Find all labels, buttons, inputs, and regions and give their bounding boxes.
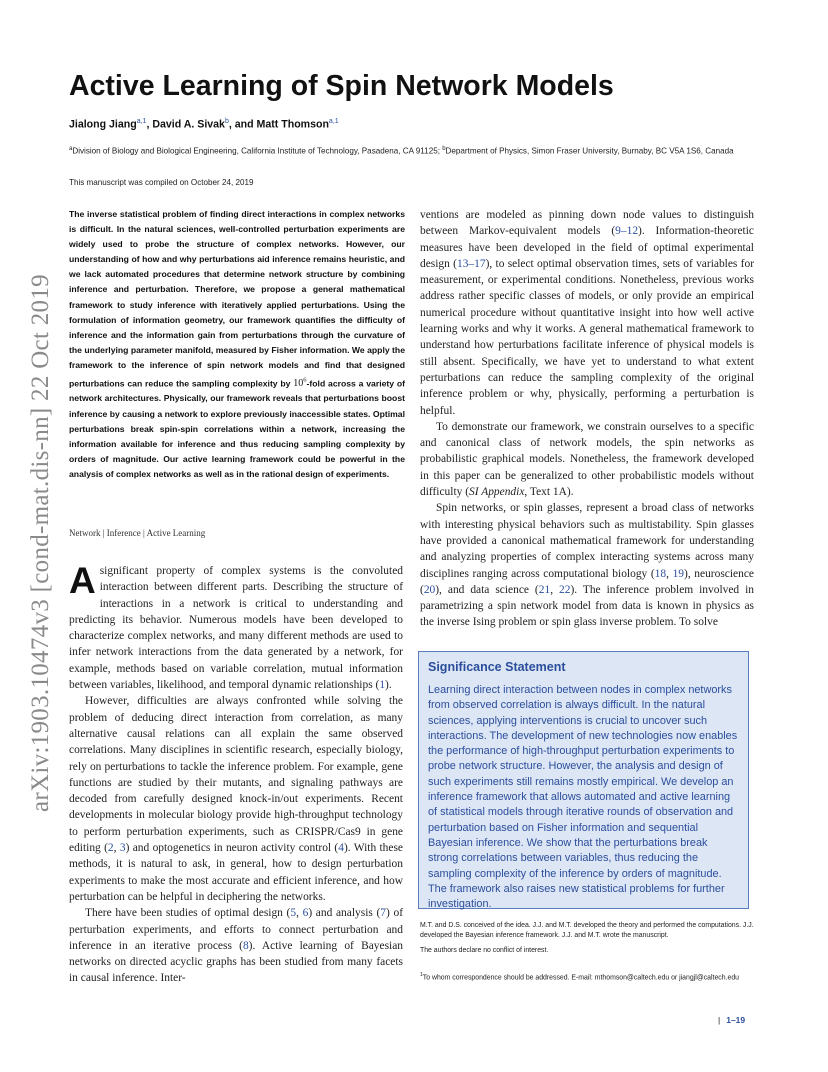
citation-link[interactable]: 2	[107, 842, 114, 855]
text: ), to select optimal observation times, sets of variables for measurement, or experimental conditions. Nonetheless, previous works address rather specific classes of models, or only provide an empirical numerical procedure without quantitative insight into how well active learning works and why it works. A general mathematical framework to understand how perturbations facilitate inference of physical models is still absent. Specifically, we have yet to understand to what extent perturbations can reduce the sampling complexity of the original inference problem or why, physically, performing a perturbation is helpful.	[420, 257, 754, 417]
author-affil-mark: a,1	[136, 118, 147, 125]
keywords: Network | Inference | Active Learning	[69, 528, 206, 538]
text: significant property of complex systems is the convoluted interaction between different parts. Describing the structure of interactions in a network is critical to understanding and predicting its behavior. Numerous models have been developed to characterize complex networks, and many different methods are used to infer network interactions from the data generated by a network, for example, methods based on variable correlation, mutual information between variables, likelihood, and temporal dynamic relationships (	[69, 565, 403, 692]
text: ) of perturbation experiments, and efforts to connect perturbation and inference in an iterative process (	[69, 907, 404, 952]
paragraph	[69, 560, 403, 693]
text: ,	[550, 583, 559, 596]
text: Spin networks, or spin glasses, represent a broad class of networks with interesting physical behaviors such as multistability. Spin glasses have provided a canonical mathematical framework for understanding and analyzing properties of complex interacting systems across many disciplines ranging across computational biology (	[420, 502, 754, 580]
abstract-text: -fold across a variety of network architectures. Physically, our framework reveals that perturbations boost inference by causing a network to explore previously inaccessible states. Optimal perturbations break spin-spin correlations within a network, increasing the information available for inference and thus reducing sampling complexity by orders of magnitude. Our active learning framework could be powerful in the analysis of complex networks as well as in the rational design of experiments.	[69, 378, 406, 479]
compiled-note: This manuscript was compiled on October 24, 2019	[69, 178, 254, 187]
text: ventions are modeled as pinning down node values to distinguish between Markov-equivalent models (	[420, 209, 754, 238]
math-base: 10	[293, 378, 304, 390]
text: , Text 1A).	[524, 486, 574, 499]
author-name: Matt Thomson	[256, 118, 329, 131]
citation-link[interactable]: 22	[559, 583, 571, 596]
paragraph	[420, 207, 754, 419]
citation-link[interactable]: 9–12	[615, 225, 639, 238]
text: ). The inference problem involved in parametrizing a spin network model from data is known in physics as the inverse Ising problem or spin glass inverse problem. To solve	[420, 583, 754, 629]
author-separator: ,	[146, 118, 153, 131]
author-affil-mark: b	[224, 118, 229, 125]
paper-title: Active Learning of Spin Network Models	[69, 70, 614, 102]
affil-mark: a	[69, 146, 73, 152]
paragraph	[420, 500, 754, 630]
paragraph	[420, 419, 754, 500]
text: To demonstrate our framework, we constrain ourselves to a specific and canonical class of network models, the spin networks as probabilistic graphical models. Nonetheless, the framework developed in this paper can be generalized to other probabilistic models without difficulty (	[420, 420, 754, 499]
text: ). Information-theoretic measures have been developed in the field of optimal experimental design (	[420, 225, 754, 270]
page-number-text: 1–19	[726, 1015, 746, 1025]
contributions-footnote: M.T. and D.S. conceived of the idea. J.J. and M.T. developed the theory and performed the computations. J.J. developed the Bayesian inference framework. J.J. and M.T. wrote the manuscript.	[420, 922, 754, 939]
text: However, difficulties are always confronted while solving the problem of deducing direct interaction from correlation, as many alternative causal relations can all explain the same observed correlations. Many disciplines in scientific research, especially biology, rely on perturbations to tackle the inference problem. For example, gene functions are studied by their mutants, and signaling pathways are decoded from carefully designed knock-in/out experiments. Recent developments in molecular biology provide high-throughput technology to perform perturbation experiments, such as CRISPR/Cas9 in gene editing (	[69, 695, 403, 855]
author-affil-mark: a,1	[328, 118, 339, 125]
abstract	[69, 207, 405, 482]
text: ,	[113, 842, 120, 855]
affil-text: Division of Biology and Biological Engineering, California Institute of Technology, Pasadena, CA 91125;	[72, 146, 443, 156]
author-separator: , and	[228, 118, 257, 131]
text: There have been studies of optimal design (	[85, 907, 291, 920]
abstract-text: The inverse statistical problem of finding direct interactions in complex networks is difficult. In the natural sciences, well-controlled perturbation experiments are widely used to probe the structure of complex networks. However, our understanding of how and why perturbations aid inference remains heuristic, and we lack automated procedures that determine network structure by combining inference and perturbation. Therefore, we propose a general mathematical framework to study inference with iteratively applied perturbations. Using the formulation of information geometry, our framework quantifies the difficulty of inference and the information gain from perturbations through the curvature of the underlying parameter manifold, measured by Fisher information. We apply the framework to the inference of spin network models and find that designed perturbations can reduce the sampling complexity by	[69, 209, 405, 389]
citation-link[interactable]: 7	[380, 907, 387, 920]
citation-link[interactable]: 21	[538, 583, 551, 596]
citation-link[interactable]: 4	[338, 842, 344, 855]
citation-link[interactable]: 19	[672, 567, 685, 580]
text: ) and analysis (	[308, 907, 381, 920]
citation-link[interactable]: 3	[119, 842, 126, 855]
page-separator: |	[718, 1015, 721, 1025]
correspondence-text: To whom correspondence should be addressed. E-mail: mthomson@caltech.edu or jiangjl@caltech.edu	[422, 974, 739, 982]
right-column	[420, 207, 754, 631]
affil-mark: b	[442, 146, 446, 152]
text: ,	[666, 567, 673, 580]
text: ,	[296, 907, 303, 920]
text: ), and data science (	[435, 583, 539, 596]
citation-link[interactable]: 1	[379, 679, 386, 692]
significance-title: Significance Statement	[428, 660, 566, 674]
affiliations	[69, 144, 759, 157]
math-exponent: 6	[303, 377, 307, 385]
si-appendix-ref: SI Appendix	[469, 486, 525, 499]
citation-link[interactable]: 6	[302, 907, 309, 920]
paragraph	[69, 905, 403, 986]
author-name: David A. Sivak	[152, 118, 225, 131]
paragraph	[69, 693, 403, 905]
text: ) and optogenetics in neuron activity control (	[125, 842, 339, 855]
left-column	[69, 560, 404, 987]
significance-body: Learning direct interaction between nodes in complex networks from observed correlation is always difficult. In the natural sciences, applying interventions is crucial to uncover such interactions. The development of new technologies now enables the performance of high-throughput perturbation experiments to probe network structure. However, the analysis and design of such experiments still remains mostly empirical. We develop an inference framework that allows automated and active learning of statistical models through iterative rounds of observation and perturbation based on Fisher information and sequential Bayesian inference. We show that the perturbations break strong correlations between variables, thus reducing the sampling complexity of the inference by orders of magnitude. The framework also raises new statistical problems for further investigation.	[428, 684, 738, 911]
footnote-mark: 1	[420, 972, 423, 978]
citation-link[interactable]: 18	[654, 567, 667, 580]
affil-text: Department of Physics, Simon Fraser University, Burnaby, BC V5A 1S6, Canada	[445, 146, 734, 156]
author-list	[69, 118, 339, 131]
arxiv-stamp	[0, 0, 60, 1072]
text: ), neuroscience (	[420, 567, 754, 596]
drop-cap: A	[69, 560, 96, 601]
conflict-footnote: The authors declare no conflict of interest.	[420, 947, 549, 954]
citation-link[interactable]: 8	[242, 939, 249, 952]
significance-box	[418, 651, 749, 909]
page-number	[718, 1015, 745, 1025]
author-name: Jialong Jiang	[69, 118, 137, 131]
arxiv-id: arXiv:1903.10474v3 [cond-mat.dis-nn] 22 Oct 2019	[27, 274, 54, 812]
citation-link[interactable]: 5	[290, 907, 297, 920]
abstract-math	[293, 378, 306, 389]
citation-link[interactable]: 20	[423, 583, 436, 596]
text: ). With these methods, it is natural to ask, in general, how to design perturbation experiments to make the most accurate and efficient inference, and how perturbation can be helpful in deciphering the networks.	[69, 842, 404, 903]
text: ).	[385, 679, 392, 692]
text: ). Active learning of Bayesian networks on directed acyclic graphs has been studied from many facets in causal inference. Inter-	[69, 939, 404, 985]
correspondence-footnote	[420, 970, 754, 983]
citation-link[interactable]: 13–17	[456, 257, 486, 270]
